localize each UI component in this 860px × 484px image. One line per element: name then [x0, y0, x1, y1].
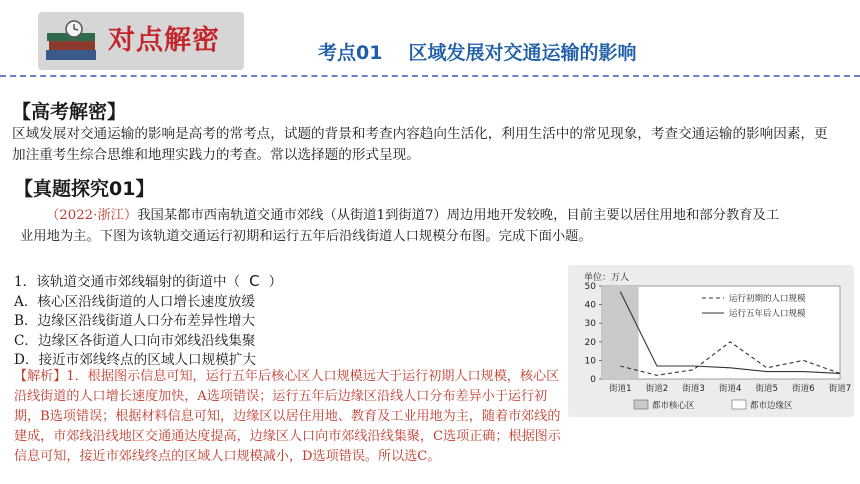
- question-stem: [20, 205, 790, 247]
- option-a: A．核心区沿线街道的人口增长速度放缓: [14, 293, 255, 310]
- analysis-text: 【解析】1．根据图示信息可知，运行五年后核心区人口规模远大于运行初期人口规模，核心区沿线街道的人口增长速度加快，A选项错误；运行五年后边缘区沿线人口分布差异小于运行初期，B选项错误；根据材料信息可知，边缘区以居住用地、教育及工业用地为主，随着市郊线的建成，市郊线沿线地区交通通达度提高，边缘区人口向市郊线沿线集聚，C选项正确；根据图示信息可知，接近市郊线终点的区域人口规模减小，D选项错误。所以选C。: [14, 369, 561, 464]
- question-source: （2022·浙江）: [46, 208, 138, 223]
- topic-number: 考点01: [318, 42, 383, 64]
- books-clock-icon: [44, 20, 104, 64]
- region-legend-edge-swatch: [732, 400, 746, 409]
- x-tick-label: 街道1: [609, 384, 632, 394]
- y-tick-label: 0: [590, 375, 596, 385]
- y-tick-label: 50: [584, 282, 596, 292]
- x-tick-label: 街道6: [792, 384, 815, 394]
- region-legend-core-label: 都市核心区: [652, 401, 695, 411]
- question-stem-text: 我国某都市西南轨道交通市郊线（从街道1到街道7）周边用地开发较晚，目前主要以居住用地和部分教育及工业用地为主。下图为该轨道交通运行初期和运行五年后沿线街道人口规模分布图。完成下面小题。: [20, 208, 780, 244]
- x-tick-label: 街道5: [755, 384, 778, 394]
- option-b: B．边缘区沿线街道人口分布差异性增大: [14, 313, 256, 329]
- logo-text: 对点解密: [108, 25, 220, 56]
- core-region-shade: [602, 286, 639, 379]
- legend-label: 运行初期的人口规模: [729, 294, 806, 304]
- region-legend-edge-label: 都市边缘区: [750, 401, 793, 411]
- y-tick-label: 30: [584, 319, 596, 330]
- y-tick-label: 40: [584, 300, 596, 311]
- region-legend-core-swatch: [634, 400, 648, 409]
- x-tick-label: 街道7: [828, 384, 852, 394]
- option-d: D．接近市郊线终点的区域人口规模扩大: [14, 352, 256, 368]
- topic-title: 区域发展对交通运输的影响: [408, 42, 637, 64]
- population-chart: [568, 265, 854, 417]
- logo-banner: [38, 12, 244, 70]
- question-options: [14, 272, 282, 371]
- option-c: C．边缘区各街道人口向市郊线沿线集聚: [14, 332, 256, 349]
- chart-unit-label: 单位：万人: [584, 273, 630, 283]
- legend-label: 运行五年后人口规模: [729, 309, 806, 319]
- x-tick-label: 街道2: [645, 384, 669, 394]
- x-tick-label: 街道3: [682, 384, 705, 394]
- answer-letter: C: [249, 272, 260, 290]
- page-title: [318, 38, 636, 65]
- question-1: 1．该轨道交通市郊线辐射的街道中（ C ）: [14, 272, 283, 290]
- title-divider: [0, 75, 860, 77]
- section-body-exam-secrets: 区域发展对交通运输的影响是高考的常考点，试题的背景和考查内容趋向生活化，利用生活中的常见现象，考查交通运输的影响因素，更加注重考生综合思维和地理实践力的考查。常以选择题的形式呈现。: [12, 126, 828, 163]
- y-tick-label: 20: [584, 337, 596, 348]
- y-tick-label: 10: [584, 356, 596, 367]
- x-tick-label: 街道4: [718, 384, 742, 394]
- section-heading-real-question: 【真题探究01】: [14, 178, 155, 200]
- section-heading-exam-secrets: 【高考解密】: [12, 101, 127, 123]
